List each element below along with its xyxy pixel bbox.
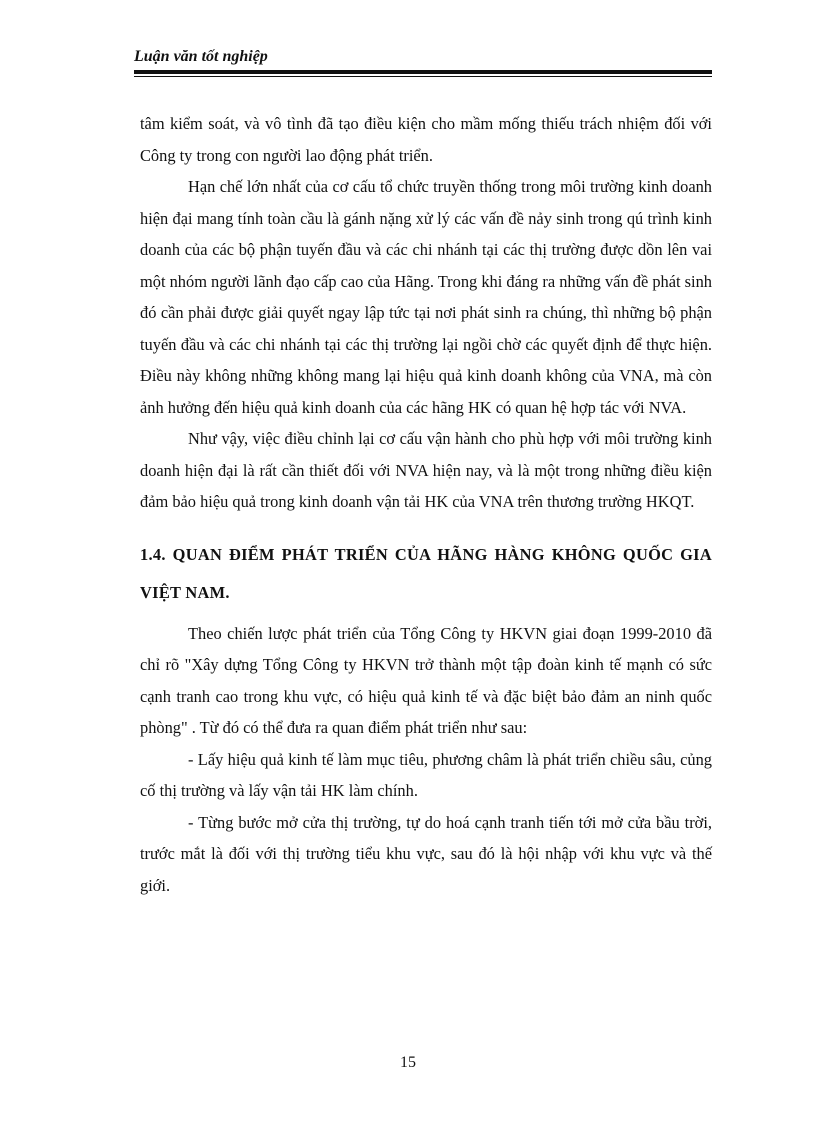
list-item: - Lấy hiệu quả kinh tế làm mục tiêu, phương châm là phát triển chiều sâu, củng cố thị trường và lấy vận tải HK làm chính. [140,749,712,800]
page-number: 15 [400,1054,416,1071]
section-heading: 1.4. QUAN ĐIỂM PHÁT TRIỂN CỦA HÃNG HÀNG KHÔNG QUỐC GIA VIỆT NAM. [140,544,712,602]
paragraph: Theo chiến lược phát triển của Tổng Công ty HKVN giai đoạn 1999-2010 đã chỉ rõ "Xây dựng Tổng Công ty HKVN trở thành một tập đoàn kinh tế mạnh có sức cạnh tranh cao trong khu vực, có hiệu quả kinh tế và đặc biệt bảo đảm an ninh quốc phòng" . Từ đó có thể đưa ra quan điểm phát triển như sau: [140,623,712,737]
header-rule-thin [134,76,712,77]
list-item: - Từng bước mở cửa thị trường, tự do hoá cạnh tranh tiến tới mở cửa bầu trời, trước mắt là đối với thị trường tiểu khu vực, sau đó là hội nhập với khu vực và thế giới. [140,812,712,895]
paragraph: Như vậy, việc điều chỉnh lại cơ cấu vận hành cho phù hợp với môi trường kinh doanh hiện đại là rất cần thiết đối với NVA hiện nay, và là một trong những điều kiện đảm bảo hiệu quả trong kinh doanh vận tải HK của VNA trên thương trường HKQT. [140,429,712,511]
header-title: Luận văn tốt nghiệp [134,48,268,65]
paragraph-continuation: tâm kiểm soát, và vô tình đã tạo điều kiện cho mầm mống thiếu trách nhiệm đối với Công ty trong con người lao động phát triển. [140,114,712,165]
body-text [140,108,712,901]
paragraph: Hạn chế lớn nhất của cơ cấu tổ chức truyền thống trong môi trường kinh doanh hiện đại mang tính toàn cầu là gánh nặng xử lý các vấn đề nảy sinh trong qú trình kinh doanh của các bộ phận tuyến đầu và các chi nhánh tại các thị trường được dồn lên vai một nhóm người lãnh đạo cấp cao của Hãng. Trong khi đáng ra những vấn đề phát sinh đó cần phải được giải quyết ngay lập tức tại nơi phát sinh ra chúng, thì những bộ phận tuyến đầu và các chi nhánh tại các thị trường lại ngồi chờ các quyết định để thực hiện. Điều này không những không mang lại hiệu quả kinh doanh không của VNA, mà còn ảnh hưởng đến hiệu quả kinh doanh của các hãng HK có quan hệ hợp tác với NVA. [140,177,712,417]
header-rule-thick [134,70,712,74]
